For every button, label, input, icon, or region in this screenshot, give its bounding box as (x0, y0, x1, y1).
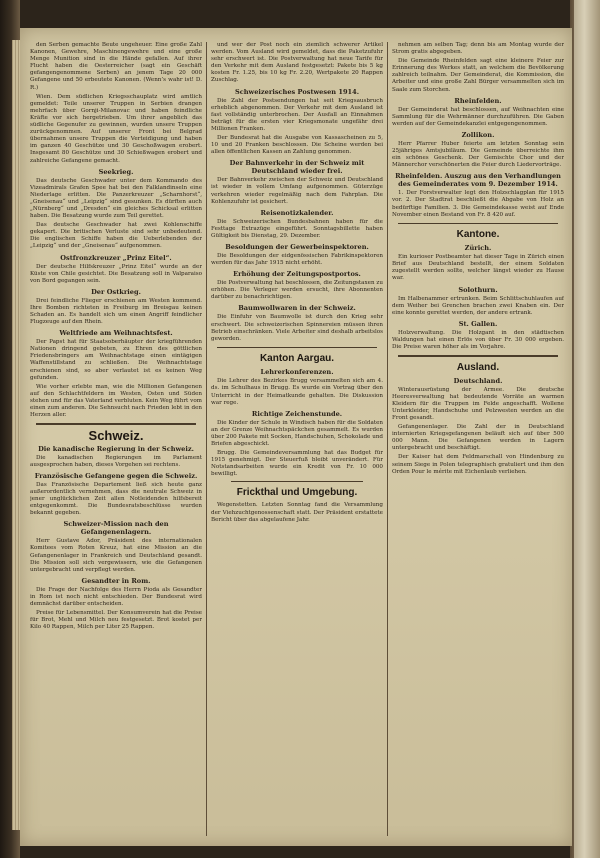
article-text: Der Gemeinderat hat beschlossen, auf Weihnachten eine Sammlung für die Wehrmänner durchzuführen. Die Gaben werden auf der Gemeindekanzlei entgegengenommen. (392, 106, 564, 127)
article-text: Die Schweizerischen Bundesbahnen haben für die Festtage Extrazüge eingeführt. Sonntagsbillette haben Gültigkeit bis Dienstag, 29. Dezember. (211, 218, 383, 239)
column-right (392, 42, 564, 836)
article-text: Der Kaiser hat dem Feldmarschall von Hindenburg zu seinem Siege in Polen telegraphisch gratuliert und ihm den Orden Pour le mérite mit Eichenlaub verliehen. (392, 454, 564, 475)
article-text: Der Bundesrat hat die Ausgabe von Kassascheinen zu 5, 10 und 20 Franken beschlossen. Die Scheine werden bei allen öffentlichen Kassen an Zahlung genommen. (211, 135, 383, 156)
section-title-kanton-aargau: Kanton Aargau. (259, 353, 335, 365)
article-text: Die kanadischen Regierungen im Parlament ausgesprochen haben, dieses Vorgehen sei rechtens. (30, 454, 202, 468)
article-text: Das deutsche Geschwader unter dem Kommando des Vizeadmirals Grafen Spee hat bei den Falklandinseln eine Niederlage erlitten. Die Panzerkreuzer „Scharnhorst“, „Gneisenau“ und „Leipzig“ sind gesunken. Es dürften auch „Nürnberg“ und „Dresden“ ein gleiches Schicksal erlitten haben. Die Besatzung wurde zum Teil gerettet. (30, 177, 202, 220)
article-text: nehmen am selben Tag; denn bis am Montag wurde der Strom gratis abgegeben. (392, 42, 564, 56)
article-text: Das Französische Departement ließ sich heute ganz außerordentlich vernehmen, dass die neutrale Schweiz in jener unglücklichen Zeit allen Notleidenden hilfsbereit entgegenkommt. Die Bundesratsbeschlüsse wurden bekannt gegeben. (30, 481, 202, 517)
article-heading: Richtige Zeichenstunde. (251, 409, 343, 418)
article-text: Wegenstetten. Letzten Sonntag fand die Versammlung der Viehzuchtgenossenschaft statt. Der Präsident erstattete Bericht über das abgelaufene Jahr. (211, 502, 383, 523)
section-title-kantone: Kantone. (456, 229, 500, 241)
article-heading: Ostfronzkreuzer „Prinz Eitel“. (60, 253, 172, 262)
article-heading: Rheinfelden. (454, 96, 502, 105)
article-heading: Erhöhung der Zeitungspostportos. (233, 270, 361, 279)
article-heading: Reisenotizkalender. (260, 208, 334, 217)
article-heading: Zollikon. (461, 130, 495, 139)
article-text: Die Gemeinde Rheinfelden sagt eine kleinere Feier zur Erinnerung des Werkes statt, an welchem die Bevölkerung zahlreich teilnahm. Der Gemeinderat, die Kommission, die Arbeiter und eine große Zahl Bürger versammelten sich im Saale zum Storchen. (392, 58, 564, 93)
article-heading: St. Gallen. (458, 319, 498, 328)
article-heading: Schweizer-Mission nach den Gefangenenlagern. (63, 520, 169, 537)
article-text: Preise für Lebensmittel. Der Konsumverein hat die Preise für Brot, Mehl und Milch neu festgesetzt. Brot kostet per Kilo 40 Rappen, Milch per Liter 25 Rappen. (30, 610, 202, 631)
article-heading: Seekrieg. (98, 167, 134, 176)
article-text: und wer der Post noch ein ziemlich schwerer Artikel werden. Vom Ausland wird gemeldet, dass die Paketzufuhr sehr erschwert ist. Die Postverwaltung hat neue Tarife für den Verkehr mit dem Ausland festgesetzt: Pakete bis 5 kg kosten Fr. 1.25, bis 10 kg Fr. 2.20, Wertpakete 20 Rappen Zuschlag. (211, 42, 383, 84)
newspaper-page (20, 28, 572, 846)
article-text: Holzverwaltung. Die Holzgant in den städtischen Waldungen hat einen Erlös von über Fr. 30 000 ergeben. Die Preise waren höher als im Vorjahre. (392, 329, 564, 351)
article-text: Die Frage der Nachfolge des Herrn Pioda als Gesandter in Rom ist noch nicht entschieden. Der Bundesrat wird demnächst darüber entscheiden. (30, 586, 202, 608)
article-text: Herr Pfarrer Huber feierte am letzten Sonntag sein 25jähriges Amtsjubiläum. Die Gemeinde überreichte ihm ein schönes Geschenk. Der Gemischte Chor und der Männerchor verschönerten die Feier durch Liedervorträge. (392, 140, 564, 169)
article-text: Drei feindliche Flieger erschienen am Westen kommend. Ihre Bomben richteten in Freiburg im Breisgau keinen Schaden an. Es handelt sich um einen Angriff feindlicher Flugzeuge auf den Rhein. (30, 297, 202, 326)
article-text: Die Kinder der Schule in Windisch haben für die Soldaten an der Grenze Weihnachtspäckchen gesammelt. Es wurden über 200 Pakete mit Socken, Handschuhen, Schokolade und Briefen abgeschickt. (211, 419, 383, 447)
article-text: Winterausrüstung der Armee. Die deutsche Heeresverwaltung hat bedeutende Vorräte an warmen Kleidern für die Truppen im Felde angeschafft. Wollene Unterkleider, Handschuhe und Pelzwesten werden an die Front gesandt. (392, 386, 564, 421)
article-text: Die Einfuhr von Baumwolle ist durch den Krieg sehr erschwert. Die schweizerischen Spinnereien müssen ihren Betrieb einschränken. Viele Arbeiter sind deshalb arbeitslos geworden. (211, 314, 383, 342)
section-divider (231, 481, 363, 482)
section-divider (398, 355, 558, 357)
article-text: Das deutsche Geschwader hat zwei Kohlenschiffe gekapert. Die britischen Verluste sind sehr unbedeutend. Die englischen Schiffe haben die Ueberlebenden der „Leipzig“ und der „Gneisenau“ aufgenommen. (30, 222, 202, 250)
article-text: Gefangenenlager. Die Zahl der in Deutschland internierten Kriegsgefangenen beläuft sich auf über 500 000 Mann. Die Gefangenen werden in Lagern untergebracht und beschäftigt. (392, 424, 564, 452)
article-text: Der deutsche Hilfskreuzer „Prinz Eitel“ wurde an der Küste von Chile gesichtet. Die Besatzung soll in Valparaiso von Bord gegangen sein. (30, 263, 202, 284)
section-title-frickthal: Frickthal und Umgebung. (236, 487, 358, 499)
article-heading: Zürich. (464, 244, 492, 253)
article-heading: Deutschland. (453, 376, 503, 385)
column-rule (387, 42, 388, 836)
article-text: den Serben gemachte Beute ungeheuer. Eine große Zahl Kanonen, Gewehre, Maschinengewehre und eine große Menge Munition sind in die Hände gefallen. Auf ihrer Flucht haben die Oesterreicher (sagt ein Geschäft gefangengenommene Serben) an jenem Tage 20 000 Gefangene und 50 erbeutete Kanonen. (Wenn’s wahr ist! D. R.) (30, 42, 202, 91)
column-middle (211, 42, 383, 836)
article-text: 1. Der Forstverwalter legt den Holzschlagplan für 1915 vor. 2. Der Stadtrat beschließt die Abgabe von Holz an bedürftige Familien. 3. Die Gemeindekasse weist auf Ende November einen Bestand von Fr. 8 420 auf. (392, 190, 564, 218)
column-rule (206, 42, 207, 836)
article-text: Die Zahl der Postsendungen hat seit Kriegsausbruch erheblich abgenommen. Der Verkehr mit dem Ausland ist fast vollständig unterbrochen. Der Ausfall an Einnahmen beträgt für die ersten vier Kriegsmonate ungefähr drei Millionen Franken. (211, 97, 383, 132)
article-heading: Der Ostkrieg. (91, 287, 141, 296)
column-left (30, 42, 202, 836)
book-cover-right (574, 0, 600, 858)
article-text: Wien. Dem südlichen Kriegsschauplatz wird amtlich gemeldet: Teile unserer Truppen in Serbien drangen mehrfach über Gornji-Milanovac und haben feindliche Kräfte vor sich hergetrieben. Um ihrer angeblich das südliche Gegenufer zu gewinnen, wurden unsere Truppen zurückgenommen. Auf unserer Front bei Belgrad übernahmen unsere Truppen die Verteidigung und haben im ganzen 40 Geschütze und 30 Geschoßwagen erobert. Insgesamt 80 Geschütze und 30 Schießwagen erobert und zahlreiche Gefangene gemacht. (30, 93, 202, 164)
article-heading: Französische Gefangene gegen die Schweiz. (34, 471, 198, 480)
article-heading: Weltfriede am Weihnachtsfest. (59, 329, 173, 338)
article-text: Wie vorher erlebte man, wie die Millionen Gefangenen auf den Schlachtfeldern im Westen, Osten und Süden stehen und für das Vaterland verbluten. Kein Weg führt vom einen zum anderen. Die Sehnsucht nach Frieden lebt in den Herzen aller. (30, 383, 202, 419)
article-heading: Rheinfelden. Auszug aus den Verhandlungen des Gemeinderates vom 9. Dezember 1914. (395, 172, 561, 189)
article-text: Die Postverwaltung hat beschlossen, die Zeitungstaxen zu erhöhen. Die Verleger werden ersucht, ihre Abonnenten darüber zu benachrichtigen. (211, 280, 383, 301)
article-text: Herr Gustave Ador, Präsident des internationalen Komitees vom Roten Kreuz, hat eine Mission an die Gefangenenlager in Frankreich und Deutschland gesandt. Die Mission soll sich vergewissern, wie die Gefangenen untergebracht und verpflegt werden. (30, 538, 202, 573)
article-heading: Schweizerisches Postwesen 1914. (234, 87, 360, 96)
article-text: Der Bahnverkehr zwischen der Schweiz und Deutschland ist wieder in vollem Umfang aufgenommen. Güterzüge verkehren wieder regelmäßig nach dem Fahrplan. Die Kohlenzufuhr ist gesichert. (211, 177, 383, 205)
article-text: Die Besoldungen der eidgenössischen Fabrikinspektoren werden für das Jahr 1915 nicht erhöht. (211, 252, 383, 267)
article-heading: Solothurn. (458, 285, 498, 294)
section-title-schweiz: Schweiz. (88, 427, 144, 443)
article-heading: Die kanadische Regierung in der Schweiz. (38, 444, 194, 453)
article-heading: Baumwollwaren in der Schweiz. (238, 304, 356, 313)
section-title-ausland: Ausland. (456, 361, 500, 373)
article-text: Der Papst hat für Staatsoberhäupter der kriegführenden Nationen dringend gebeten, zu Ehren des göttlichen Friedensbringers am Weihnachtstage einen eintägigen Waffenstillstand zu schließen. Die Weihnachtstage erschienen sind, so aber verlautet ist es keinen Weg gefunden. (30, 339, 202, 381)
article-heading: Lehrerkonferenzen. (260, 368, 334, 377)
article-heading: Der Bahnverkehr in der Schweiz mit Deutschland wieder frei. (229, 159, 365, 176)
section-divider (217, 347, 377, 349)
article-text: Ein kurioser Postbeamter hat dieser Tage in Zürich einen Brief aus Deutschland bestellt, der einem Soldaten zugestellt werden sollte, welcher längst wieder zu Hause war. (392, 254, 564, 282)
article-heading: Gesandter in Rom. (81, 576, 151, 585)
article-text: Im Halbenammer ertrunken. Beim Schlittschuhlaufen auf dem Weiher bei Grenchen brachen zwei Knaben ein. Der eine konnte gerettet werden, der andere ertrank. (392, 295, 564, 316)
section-divider (36, 423, 196, 425)
article-heading: Besoldungen der Gewerbeinspektoren. (225, 242, 369, 251)
section-divider (398, 223, 558, 225)
article-text: Brugg. Die Gemeindeversammlung hat das Budget für 1915 genehmigt. Der Steuerfuß bleibt unverändert. Für Notstandsarbeiten wurde ein Kredit von Fr. 10 000 bewilligt. (211, 450, 383, 478)
article-text: Die Lehrer des Bezirkes Brugg versammelten sich am 4. ds. im Schulhaus in Brugg. Es wurde ein Vortrag über den Unterricht in der Heimatkunde gehalten. Die Diskussion war rege. (211, 378, 383, 406)
